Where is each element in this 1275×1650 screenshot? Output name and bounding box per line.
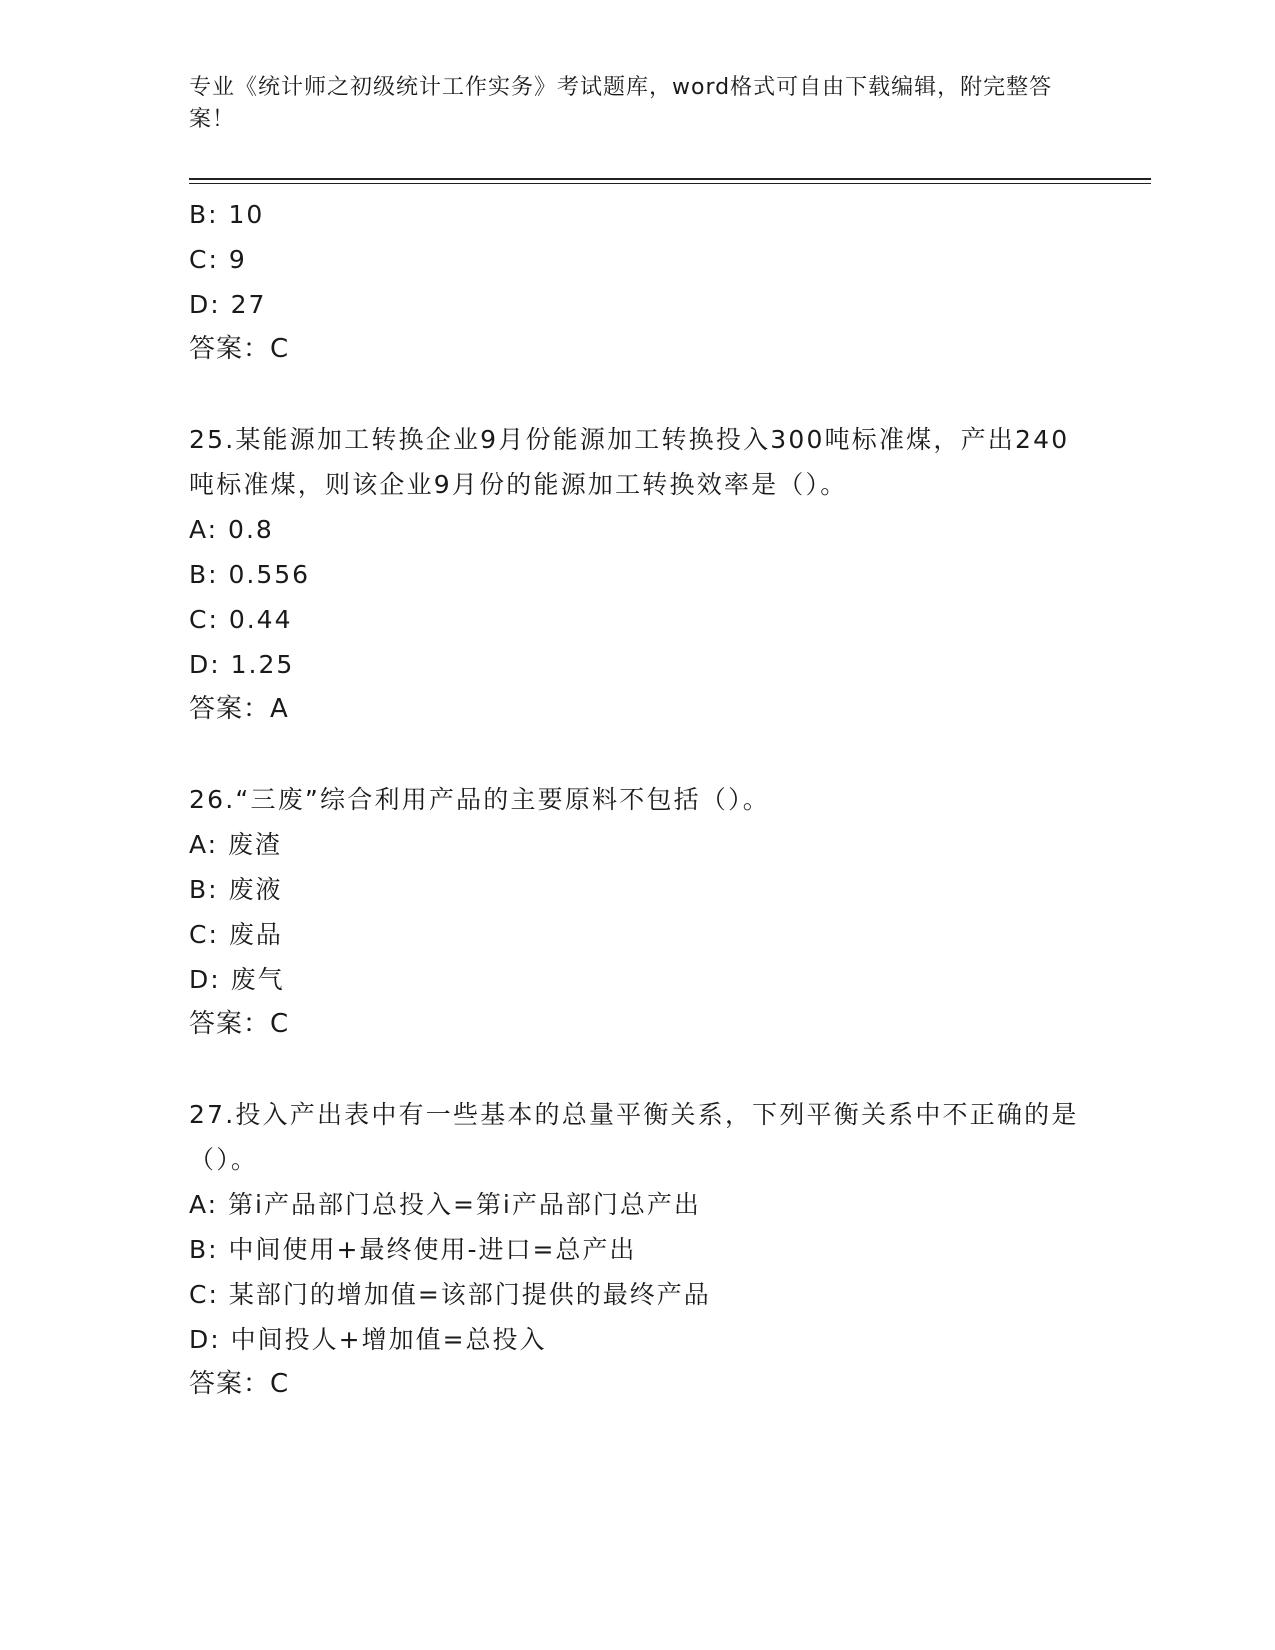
option-b: B: 废液 (189, 875, 283, 904)
option-c: C: 9 (189, 245, 247, 274)
option-a: A: 0.8 (189, 515, 274, 544)
question-24-continued (189, 192, 1089, 372)
question-27 (189, 1092, 1089, 1407)
answer-line: 答案：C (189, 334, 290, 364)
option-d: D: 中间投人+增加值=总投入 (189, 1325, 547, 1354)
option-d: D: 27 (189, 290, 267, 319)
option-d: D: 废气 (189, 965, 285, 994)
option-b: B: 0.556 (189, 560, 311, 589)
option-c: C: 0.44 (189, 605, 293, 634)
question-text: 27.投入产出表中有一些基本的总量平衡关系，下列平衡关系中不正确的是（）。 (189, 1100, 1079, 1174)
question-26 (189, 777, 1089, 1047)
option-c: C: 废品 (189, 920, 283, 949)
question-text: 25.某能源加工转换企业9月份能源加工转换投入300吨标准煤，产出240吨标准煤，则该企业9月份的能源加工转换效率是（）。 (189, 425, 1070, 499)
header-divider-thick (189, 178, 1151, 180)
question-25 (189, 417, 1089, 732)
option-a: A: 第i产品部门总投入=第i产品部门总产出 (189, 1190, 701, 1219)
answer-line: 答案：C (189, 1369, 290, 1399)
option-c: C: 某部门的增加值=该部门提供的最终产品 (189, 1280, 711, 1309)
question-list (189, 192, 1089, 1407)
question-text: 26.“三废”综合利用产品的主要原料不包括（）。 (189, 785, 770, 814)
option-a: A: 废渣 (189, 830, 283, 859)
answer-line: 答案：A (189, 694, 289, 724)
spacer (189, 1047, 1089, 1092)
header-divider-thin (189, 183, 1151, 184)
option-b: B: 中间使用+最终使用-进口=总产出 (189, 1235, 637, 1264)
option-d: D: 1.25 (189, 650, 295, 679)
option-b: B: 10 (189, 200, 265, 229)
spacer (189, 732, 1089, 777)
answer-line: 答案：C (189, 1009, 290, 1039)
spacer (189, 372, 1089, 417)
document-header: 专业《统计师之初级统计工作实务》考试题库，word格式可自由下载编辑，附完整答案！ (189, 75, 1053, 132)
